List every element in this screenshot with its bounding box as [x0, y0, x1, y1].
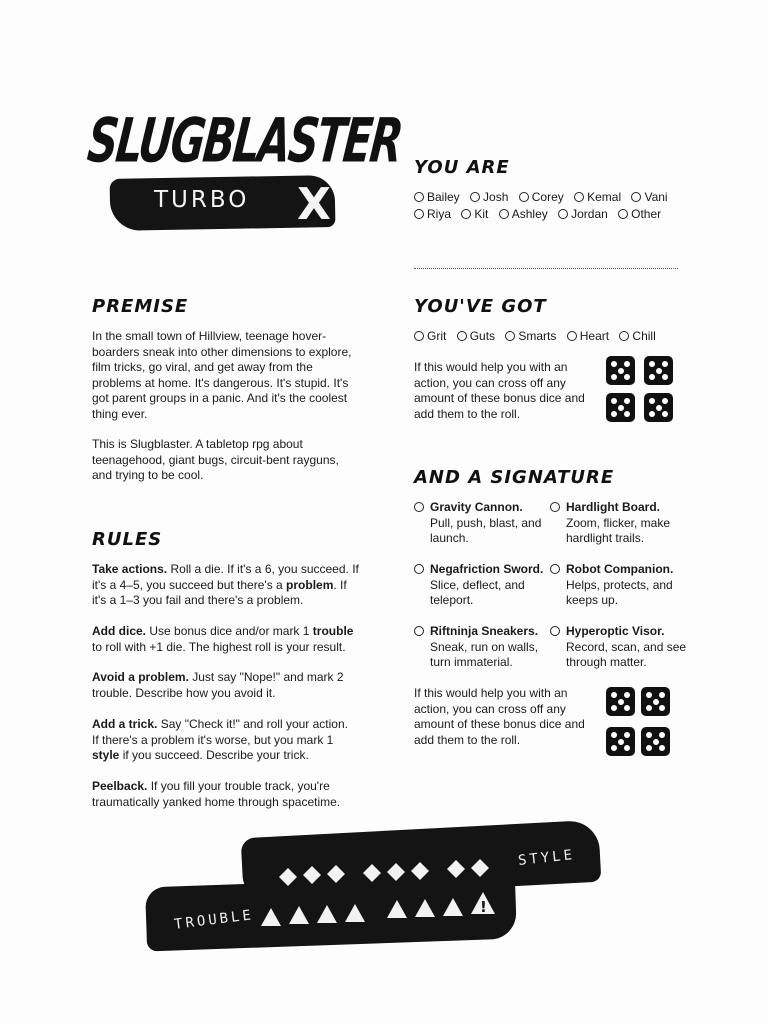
checkbox-circle[interactable] — [414, 564, 424, 574]
rule-peelback: Peelback. If you fill your trouble track, you're traumatically yanked home through spacetime. — [92, 779, 341, 809]
checkbox-circle[interactable] — [619, 331, 629, 341]
checkbox-circle[interactable] — [567, 331, 577, 341]
rule-title: Add a trick. — [92, 717, 158, 731]
rule-take-actions: Take actions. Roll a die. If it's a 6, you succeed. If it's a 4–5, you succeed but there's a problem. If it's a 1–3 you fail and there's a problem. — [92, 562, 359, 607]
stat-chill[interactable]: Chill — [619, 328, 655, 345]
rule-add-dice: Add dice. Use bonus dice and/or mark 1 trouble to roll with +1 die. The highest roll is your result. — [92, 624, 354, 654]
warning-icon: ! — [480, 898, 487, 916]
style-box-5[interactable] — [387, 863, 405, 881]
signature-riftninja-sneakers[interactable]: Riftninja Sneakers. Sneak, run on walls, turn immaterial. — [414, 624, 554, 671]
trouble-box-7[interactable] — [443, 898, 463, 916]
checkbox-circle[interactable] — [414, 626, 424, 636]
trouble-box-2[interactable] — [289, 906, 309, 924]
stats-bonus-text: If this would help you with an action, you can cross off any amount of these bonus dice and add them to the roll. — [414, 360, 585, 421]
signature-heading: AND A SIGNATURE — [414, 467, 615, 488]
trouble-box-6[interactable] — [415, 899, 435, 917]
checkbox-circle[interactable] — [519, 192, 529, 202]
premise-heading: PREMISE — [92, 296, 189, 317]
logo — [84, 95, 405, 255]
signature-negafriction-sword[interactable]: Negafriction Sword. Slice, deflect, and teleport. — [414, 562, 554, 609]
checkbox-circle[interactable] — [550, 626, 560, 636]
trouble-box-4[interactable] — [345, 904, 365, 922]
option-josh[interactable]: Josh — [470, 189, 508, 206]
option-ashley[interactable]: Ashley — [499, 206, 548, 223]
option-other[interactable]: Other — [618, 206, 661, 223]
stat-heart[interactable]: Heart — [567, 328, 609, 345]
bonus-die-8[interactable] — [641, 727, 670, 756]
rule-avoid-problem: Avoid a problem. Just say "Nope!" and mark 2 trouble. Describe how you avoid it. — [92, 670, 344, 700]
signature-robot-companion[interactable]: Robot Companion. Helps, protects, and keeps up. — [550, 562, 690, 609]
logo-x-mark: X — [297, 179, 331, 230]
checkbox-circle[interactable] — [550, 502, 560, 512]
you-are-row-2 — [414, 206, 694, 223]
style-box-8[interactable] — [471, 859, 489, 877]
premise-paragraph-1: In the small town of Hillview, teenage hover-boarders sneak into other dimensions to explore, film tricks, go viral, and get away from the problems at home. It's dangerous. It's stupid. It's got parent groups in a panic. And it's the coolest thing ever. — [92, 329, 352, 421]
style-box-4[interactable] — [363, 864, 381, 882]
checkbox-circle[interactable] — [457, 331, 467, 341]
rule-title: Avoid a problem. — [92, 670, 189, 684]
premise-paragraph-2: This is Slugblaster. A tabletop rpg about teenagehood, giant bugs, circuit-bent rayguns, and trying to be cool. — [92, 437, 339, 482]
option-jordan[interactable]: Jordan — [558, 206, 608, 223]
option-riya[interactable]: Riya — [414, 206, 451, 223]
checkbox-circle[interactable] — [414, 192, 424, 202]
option-vani[interactable]: Vani — [631, 189, 667, 206]
rule-title: Take actions. — [92, 562, 168, 576]
trouble-box-1[interactable] — [261, 908, 281, 926]
bonus-die-6[interactable] — [641, 687, 670, 716]
checkbox-circle[interactable] — [414, 502, 424, 512]
checkbox-circle[interactable] — [631, 192, 641, 202]
bonus-die-1[interactable] — [606, 356, 635, 385]
trouble-track — [255, 888, 505, 932]
rules-heading: RULES — [92, 529, 163, 550]
signature-bonus-text: If this would help you with an action, you can cross off any amount of these bonus dice and add them to the roll. — [414, 686, 585, 747]
stat-smarts[interactable]: Smarts — [505, 328, 556, 345]
style-box-2[interactable] — [303, 866, 321, 884]
stats-row — [414, 328, 694, 345]
checkbox-circle[interactable] — [505, 331, 515, 341]
checkbox-circle[interactable] — [414, 209, 424, 219]
style-box-1[interactable] — [279, 868, 297, 886]
rule-title: Add dice. — [92, 624, 147, 638]
logo-subtitle: TURBO — [154, 187, 250, 213]
option-kemal[interactable]: Kemal — [574, 189, 621, 206]
trouble-label: TROUBLE — [173, 907, 255, 933]
logo-title: SLUGBLASTER — [84, 105, 405, 177]
you-are-row-1 — [414, 189, 694, 206]
checkbox-circle[interactable] — [550, 564, 560, 574]
style-box-6[interactable] — [411, 862, 429, 880]
signature-hyperoptic-visor[interactable]: Hyperoptic Visor. Record, scan, and see through matter. — [550, 624, 690, 671]
rule-add-trick: Add a trick. Say "Check it!" and roll your action. If there's a problem it's worse, but you mark 1 style if you succeed. Describe your trick. — [92, 717, 348, 762]
option-bailey[interactable]: Bailey — [414, 189, 460, 206]
signature-hardlight-board[interactable]: Hardlight Board. Zoom, flicker, make hardlight trails. — [550, 500, 690, 547]
style-label: STYLE — [517, 847, 576, 869]
bonus-die-7[interactable] — [606, 727, 635, 756]
bonus-die-4[interactable] — [644, 393, 673, 422]
you-are-heading: YOU ARE — [414, 157, 510, 178]
style-track — [270, 850, 515, 890]
checkbox-circle[interactable] — [574, 192, 584, 202]
trouble-box-3[interactable] — [317, 905, 337, 923]
option-kit[interactable]: Kit — [461, 206, 488, 223]
name-write-in-line[interactable] — [414, 268, 678, 269]
trouble-box-5[interactable] — [387, 900, 407, 918]
checkbox-circle[interactable] — [618, 209, 628, 219]
option-corey[interactable]: Corey — [519, 189, 564, 206]
signature-gravity-cannon[interactable]: Gravity Cannon. Pull, push, blast, and launch. — [414, 500, 554, 547]
stat-guts[interactable]: Guts — [457, 328, 495, 345]
stat-grit[interactable]: Grit — [414, 328, 446, 345]
checkbox-circle[interactable] — [558, 209, 568, 219]
bonus-die-3[interactable] — [606, 393, 635, 422]
youve-got-heading: YOU'VE GOT — [414, 296, 547, 317]
checkbox-circle[interactable] — [499, 209, 509, 219]
style-box-7[interactable] — [447, 860, 465, 878]
checkbox-circle[interactable] — [414, 331, 424, 341]
bonus-die-2[interactable] — [644, 356, 673, 385]
style-box-3[interactable] — [327, 865, 345, 883]
bonus-die-5[interactable] — [606, 687, 635, 716]
checkbox-circle[interactable] — [461, 209, 471, 219]
checkbox-circle[interactable] — [470, 192, 480, 202]
rule-title: Peelback. — [92, 779, 148, 793]
